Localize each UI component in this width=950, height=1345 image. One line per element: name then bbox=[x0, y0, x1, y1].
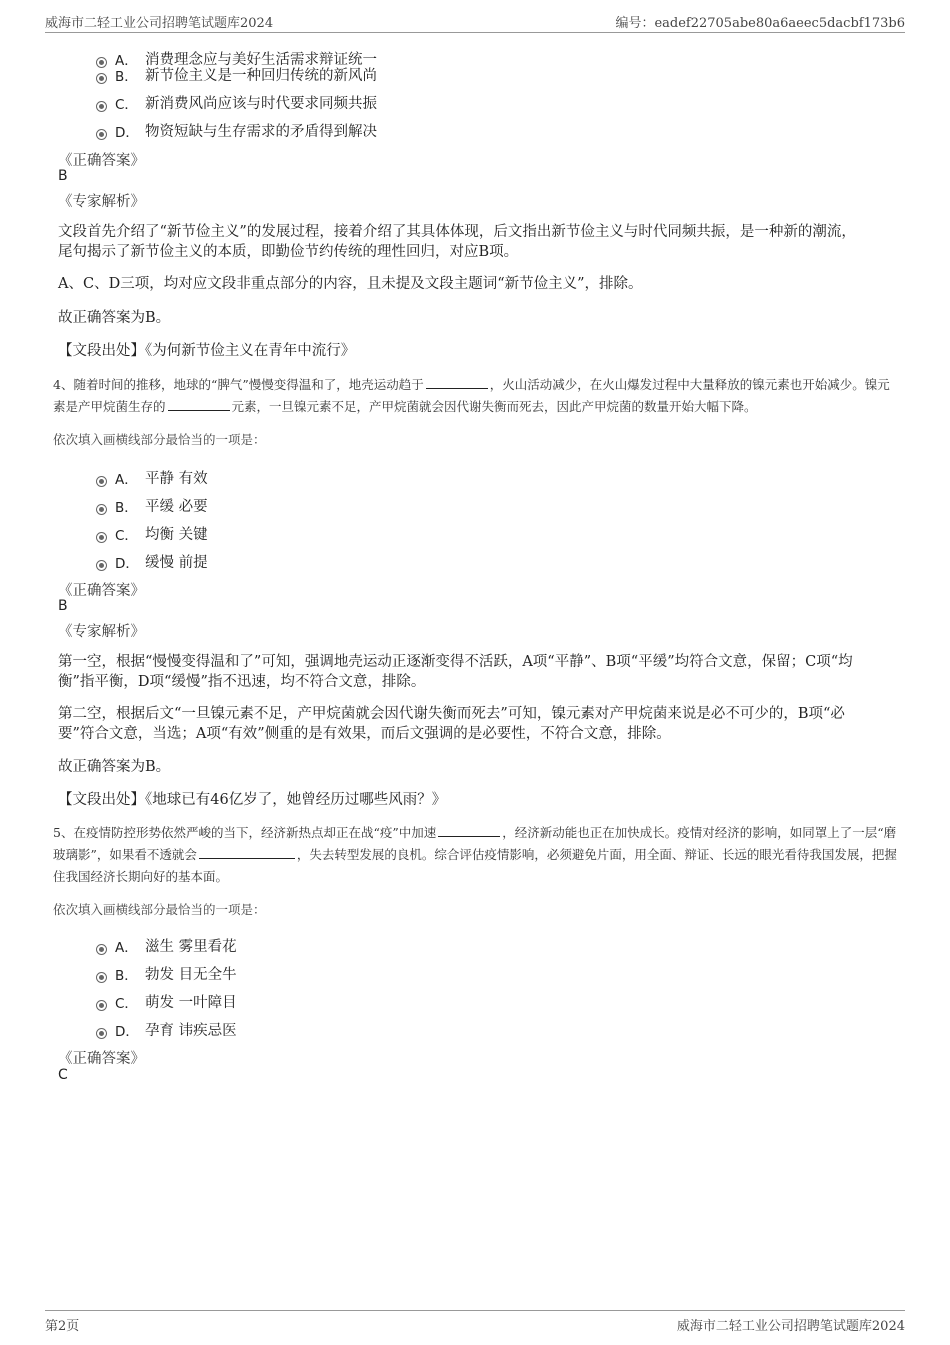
q4-text-part: 4、随着时间的推移，地球的“脾气”慢慢变得温和了，地壳运动趋于 bbox=[53, 377, 424, 392]
radio-icon[interactable] bbox=[96, 560, 107, 571]
radio-icon[interactable] bbox=[96, 1028, 107, 1039]
option-letter: C． bbox=[115, 527, 138, 544]
q3-answer-label: 《正确答案》 bbox=[58, 153, 145, 169]
option-text: 消费理念应与美好生活需求辩证统一 bbox=[145, 52, 377, 68]
radio-icon[interactable] bbox=[96, 1000, 107, 1011]
q4-text-part: ，火山活动减少，在火山爆发过程中大量释放的镍元素也开始减少。镍元素是产甲烷菌生存的 bbox=[53, 377, 890, 414]
header-doc-id: 编号：eadef22705abe80a6aeec5dacbf173b6 bbox=[615, 16, 905, 31]
option-text: 萌发 一叶障目 bbox=[145, 995, 237, 1011]
option-text: 滋生 雾里看花 bbox=[145, 939, 237, 955]
option-text: 勃发 目无全牛 bbox=[145, 967, 237, 983]
q3-answer-value: B bbox=[58, 168, 68, 184]
fill-blank bbox=[168, 396, 230, 411]
option-text: 新节俭主义是一种回归传统的新风尚 bbox=[145, 68, 377, 84]
option-text: 均衡 关键 bbox=[145, 527, 208, 543]
q4-analysis-label: 《专家解析》 bbox=[58, 624, 145, 640]
radio-icon[interactable] bbox=[96, 129, 107, 140]
q3-option-d[interactable] bbox=[96, 120, 377, 141]
q5-answer-value: C bbox=[58, 1067, 68, 1083]
option-letter: A． bbox=[115, 471, 138, 488]
fill-blank bbox=[426, 374, 488, 389]
q4-analysis-paragraph: 第一空，根据“慢慢变得温和了”可知，强调地壳运动正逐渐变得不活跃，A项“平静”、B项“平缓”均符合文意，保留；C项“均衡”指平衡，D项“缓慢”指不迅速，均不符合文意，排除。 bbox=[58, 654, 853, 690]
q4-option-c[interactable] bbox=[96, 523, 208, 544]
option-letter: A． bbox=[115, 939, 138, 956]
q3-analysis-paragraph: A、C、D三项，均对应文段非重点部分的内容，且未提及文段主题词“新节俭主义”，排除。 bbox=[58, 276, 643, 292]
q5-option-b[interactable] bbox=[96, 963, 237, 984]
q5-answer-label: 《正确答案》 bbox=[58, 1051, 145, 1067]
radio-icon[interactable] bbox=[96, 972, 107, 983]
footer-doc-title: 威海市二轻工业公司招聘笔试题库2024 bbox=[676, 1319, 905, 1334]
q3-analysis-paragraph: 文段首先介绍了“新节俭主义”的发展过程，接着介绍了其具体体现，后文指出新节俭主义与时代同频共振，是一种新的潮流，尾句揭示了新节俭主义的本质，即勤俭节约传统的理性回归，对应B项。 bbox=[58, 224, 856, 260]
q5-option-a[interactable] bbox=[96, 935, 237, 956]
q4-prompt: 依次填入画横线部分最恰当的一项是： bbox=[53, 432, 266, 447]
q5-option-c[interactable] bbox=[96, 991, 237, 1012]
radio-icon[interactable] bbox=[96, 944, 107, 955]
q4-question-text bbox=[53, 374, 898, 418]
option-letter: D． bbox=[115, 555, 139, 572]
radio-icon[interactable] bbox=[96, 532, 107, 543]
option-letter: B． bbox=[115, 499, 138, 516]
option-text: 物资短缺与生存需求的矛盾得到解决 bbox=[145, 124, 377, 140]
option-letter: D． bbox=[115, 1023, 139, 1040]
q4-text-part: 元素，一旦镍元素不足，产甲烷菌就会因代谢失衡而死去，因此产甲烷菌的数量开始大幅下降。 bbox=[231, 399, 757, 414]
option-text: 平缓 必要 bbox=[145, 499, 208, 515]
fill-blank bbox=[199, 844, 295, 859]
q5-question-text bbox=[53, 822, 898, 888]
option-letter: D． bbox=[115, 124, 139, 141]
option-text: 平静 有效 bbox=[145, 471, 208, 487]
q5-text-part: ，失去转型发展的良机。综合评估疫情影响，必须避免片面，用全面、辩证、长远的眼光看待我国发展，把握住我国经济长期向好的基本面。 bbox=[53, 847, 897, 884]
footer-page-number: 第2页 bbox=[45, 1319, 80, 1334]
option-letter: C． bbox=[115, 96, 138, 113]
q3-conclusion: 故正确答案为B。 bbox=[58, 310, 171, 326]
q5-option-d[interactable] bbox=[96, 1019, 237, 1040]
q3-analysis-label: 《专家解析》 bbox=[58, 194, 145, 210]
header-doc-title: 威海市二轻工业公司招聘笔试题库2024 bbox=[45, 16, 274, 31]
q4-option-b[interactable] bbox=[96, 495, 208, 516]
q3-source: 【文段出处】《为何新节俭主义在青年中流行》 bbox=[58, 343, 356, 359]
page-footer bbox=[45, 1310, 905, 1334]
radio-icon[interactable] bbox=[96, 101, 107, 112]
fill-blank bbox=[438, 822, 500, 837]
radio-icon[interactable] bbox=[96, 476, 107, 487]
q4-answer-value: B bbox=[58, 598, 68, 614]
q4-option-a[interactable] bbox=[96, 467, 208, 488]
q5-text-part: 5、在疫情防控形势依然严峻的当下，经济新热点却正在战“疫”中加速 bbox=[53, 825, 437, 840]
option-text: 缓慢 前提 bbox=[145, 555, 208, 571]
option-text: 新消费风尚应该与时代要求同频共振 bbox=[145, 96, 377, 112]
radio-icon[interactable] bbox=[96, 504, 107, 515]
option-text: 孕育 讳疾忌医 bbox=[145, 1023, 237, 1039]
q4-option-d[interactable] bbox=[96, 551, 208, 572]
option-letter: C． bbox=[115, 995, 138, 1012]
q3-option-c[interactable] bbox=[96, 92, 377, 113]
q4-conclusion: 故正确答案为B。 bbox=[58, 759, 171, 775]
option-letter: B． bbox=[115, 68, 138, 85]
page-header bbox=[45, 12, 905, 33]
q5-text-part: ，经济新动能也正在加快成长。疫情对经济的影响，如同罩上了一层“磨玻璃影”，如果看不透就会 bbox=[53, 825, 897, 862]
q4-answer-label: 《正确答案》 bbox=[58, 583, 145, 599]
option-letter: A． bbox=[115, 52, 138, 69]
q5-prompt: 依次填入画横线部分最恰当的一项是： bbox=[53, 902, 266, 917]
q4-analysis-paragraph: 第二空，根据后文“一旦镍元素不足，产甲烷菌就会因代谢失衡而死去”可知，镍元素对产甲烷菌来说是必不可少的，B项“必要”符合文意，当选；A项“有效”侧重的是有效果，而后文强调的是必要性，不符合文意，排除。 bbox=[58, 706, 845, 742]
q4-source: 【文段出处】《地球已有46亿岁了，她曾经历过哪些风雨？》 bbox=[58, 792, 447, 808]
radio-icon[interactable] bbox=[96, 73, 107, 84]
q3-option-b[interactable] bbox=[96, 64, 377, 85]
option-letter: B． bbox=[115, 967, 138, 984]
